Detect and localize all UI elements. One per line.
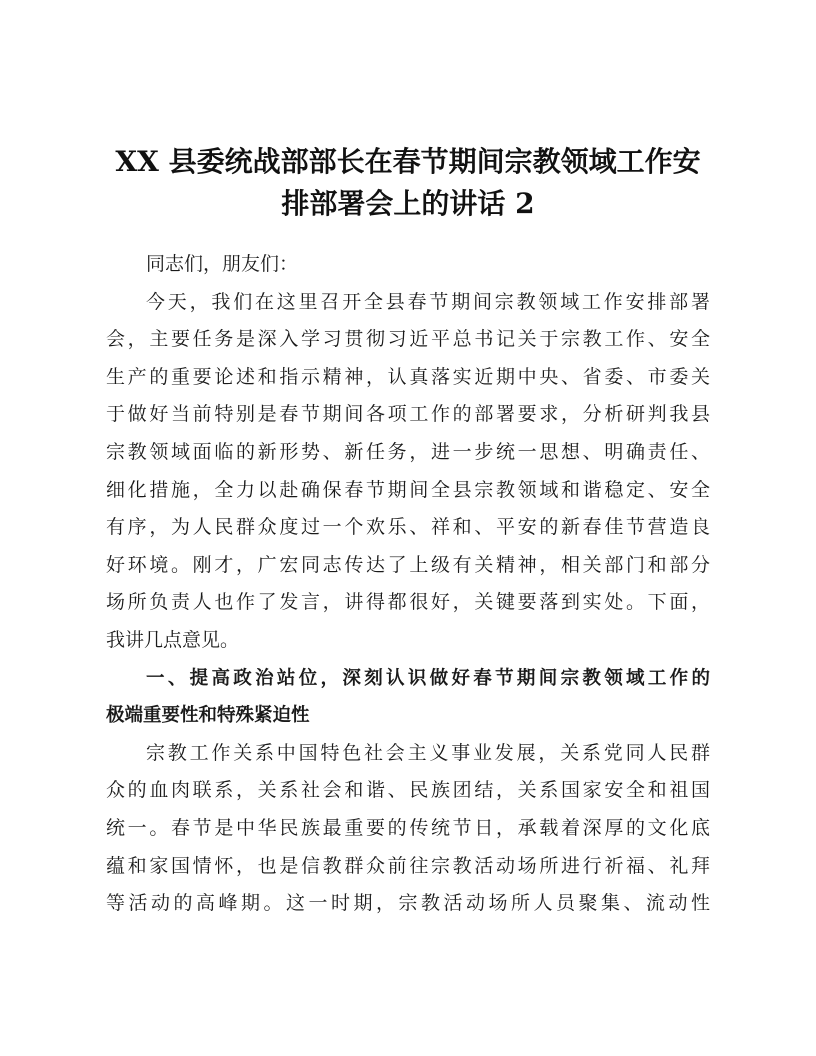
paragraph-line: 宗教领域面临的新形势、新任务，进一步统一思想、明确责任、 xyxy=(106,440,710,463)
paragraph-line: 细化措施，全力以赴确保春节期间全县宗教领域和谐稳定、安全 xyxy=(106,478,710,501)
paragraph-line: 等活动的高峰期。这一时期，宗教活动场所人员聚集、流动性 xyxy=(106,892,710,915)
paragraph-2 xyxy=(106,735,710,923)
document-body xyxy=(106,246,710,923)
greeting: 同志们，朋友们： xyxy=(146,253,299,275)
title-line-1: XX 县委统战部部长在春节期间宗教领域工作安 xyxy=(115,145,701,178)
paragraph-line: 会，主要任务是深入学习贯彻习近平总书记关于宗教工作、安全 xyxy=(106,328,710,351)
paragraph-line: 宗教工作关系中国特色社会主义事业发展，关系党同人民群 xyxy=(146,741,710,764)
paragraph-line: 众的血肉联系，关系社会和谐、民族团结，关系国家安全和祖国 xyxy=(106,779,710,802)
paragraph-line: 生产的重要论述和指示精神，认真落实近期中央、省委、市委关 xyxy=(106,365,710,388)
paragraph-line: 好环境。刚才，广宏同志传达了上级有关精神，相关部门和部分 xyxy=(106,553,710,576)
section-heading-1 xyxy=(106,660,710,735)
paragraph-line: 场所负责人也作了发言，讲得都很好，关键要落到实处。下面， xyxy=(106,591,710,614)
document-title xyxy=(100,141,716,225)
title-line-2: 排部署会上的讲话 2 xyxy=(281,187,535,220)
paragraph-line: 于做好当前特别是春节期间各项工作的部署要求，分析研判我县 xyxy=(106,403,710,426)
paragraph-line: 蕴和家国情怀，也是信教群众前往宗教活动场所进行祈福、礼拜 xyxy=(106,854,710,877)
heading-line: 一、提高政治站位，深刻认识做好春节期间宗教领域工作的 xyxy=(146,667,710,689)
paragraph-line: 统一。春节是中华民族最重要的传统节日，承载着深厚的文化底 xyxy=(106,816,710,839)
paragraph-1 xyxy=(106,284,710,660)
paragraph-line: 今天，我们在这里召开全县春节期间宗教领域工作安排部署 xyxy=(146,290,710,313)
heading-line: 极端重要性和特殊紧迫性 xyxy=(106,705,310,727)
paragraph-line: 我讲几点意见。 xyxy=(106,628,240,651)
paragraph-line: 有序，为人民群众度过一个欢乐、祥和、平安的新春佳节营造良 xyxy=(106,516,710,539)
